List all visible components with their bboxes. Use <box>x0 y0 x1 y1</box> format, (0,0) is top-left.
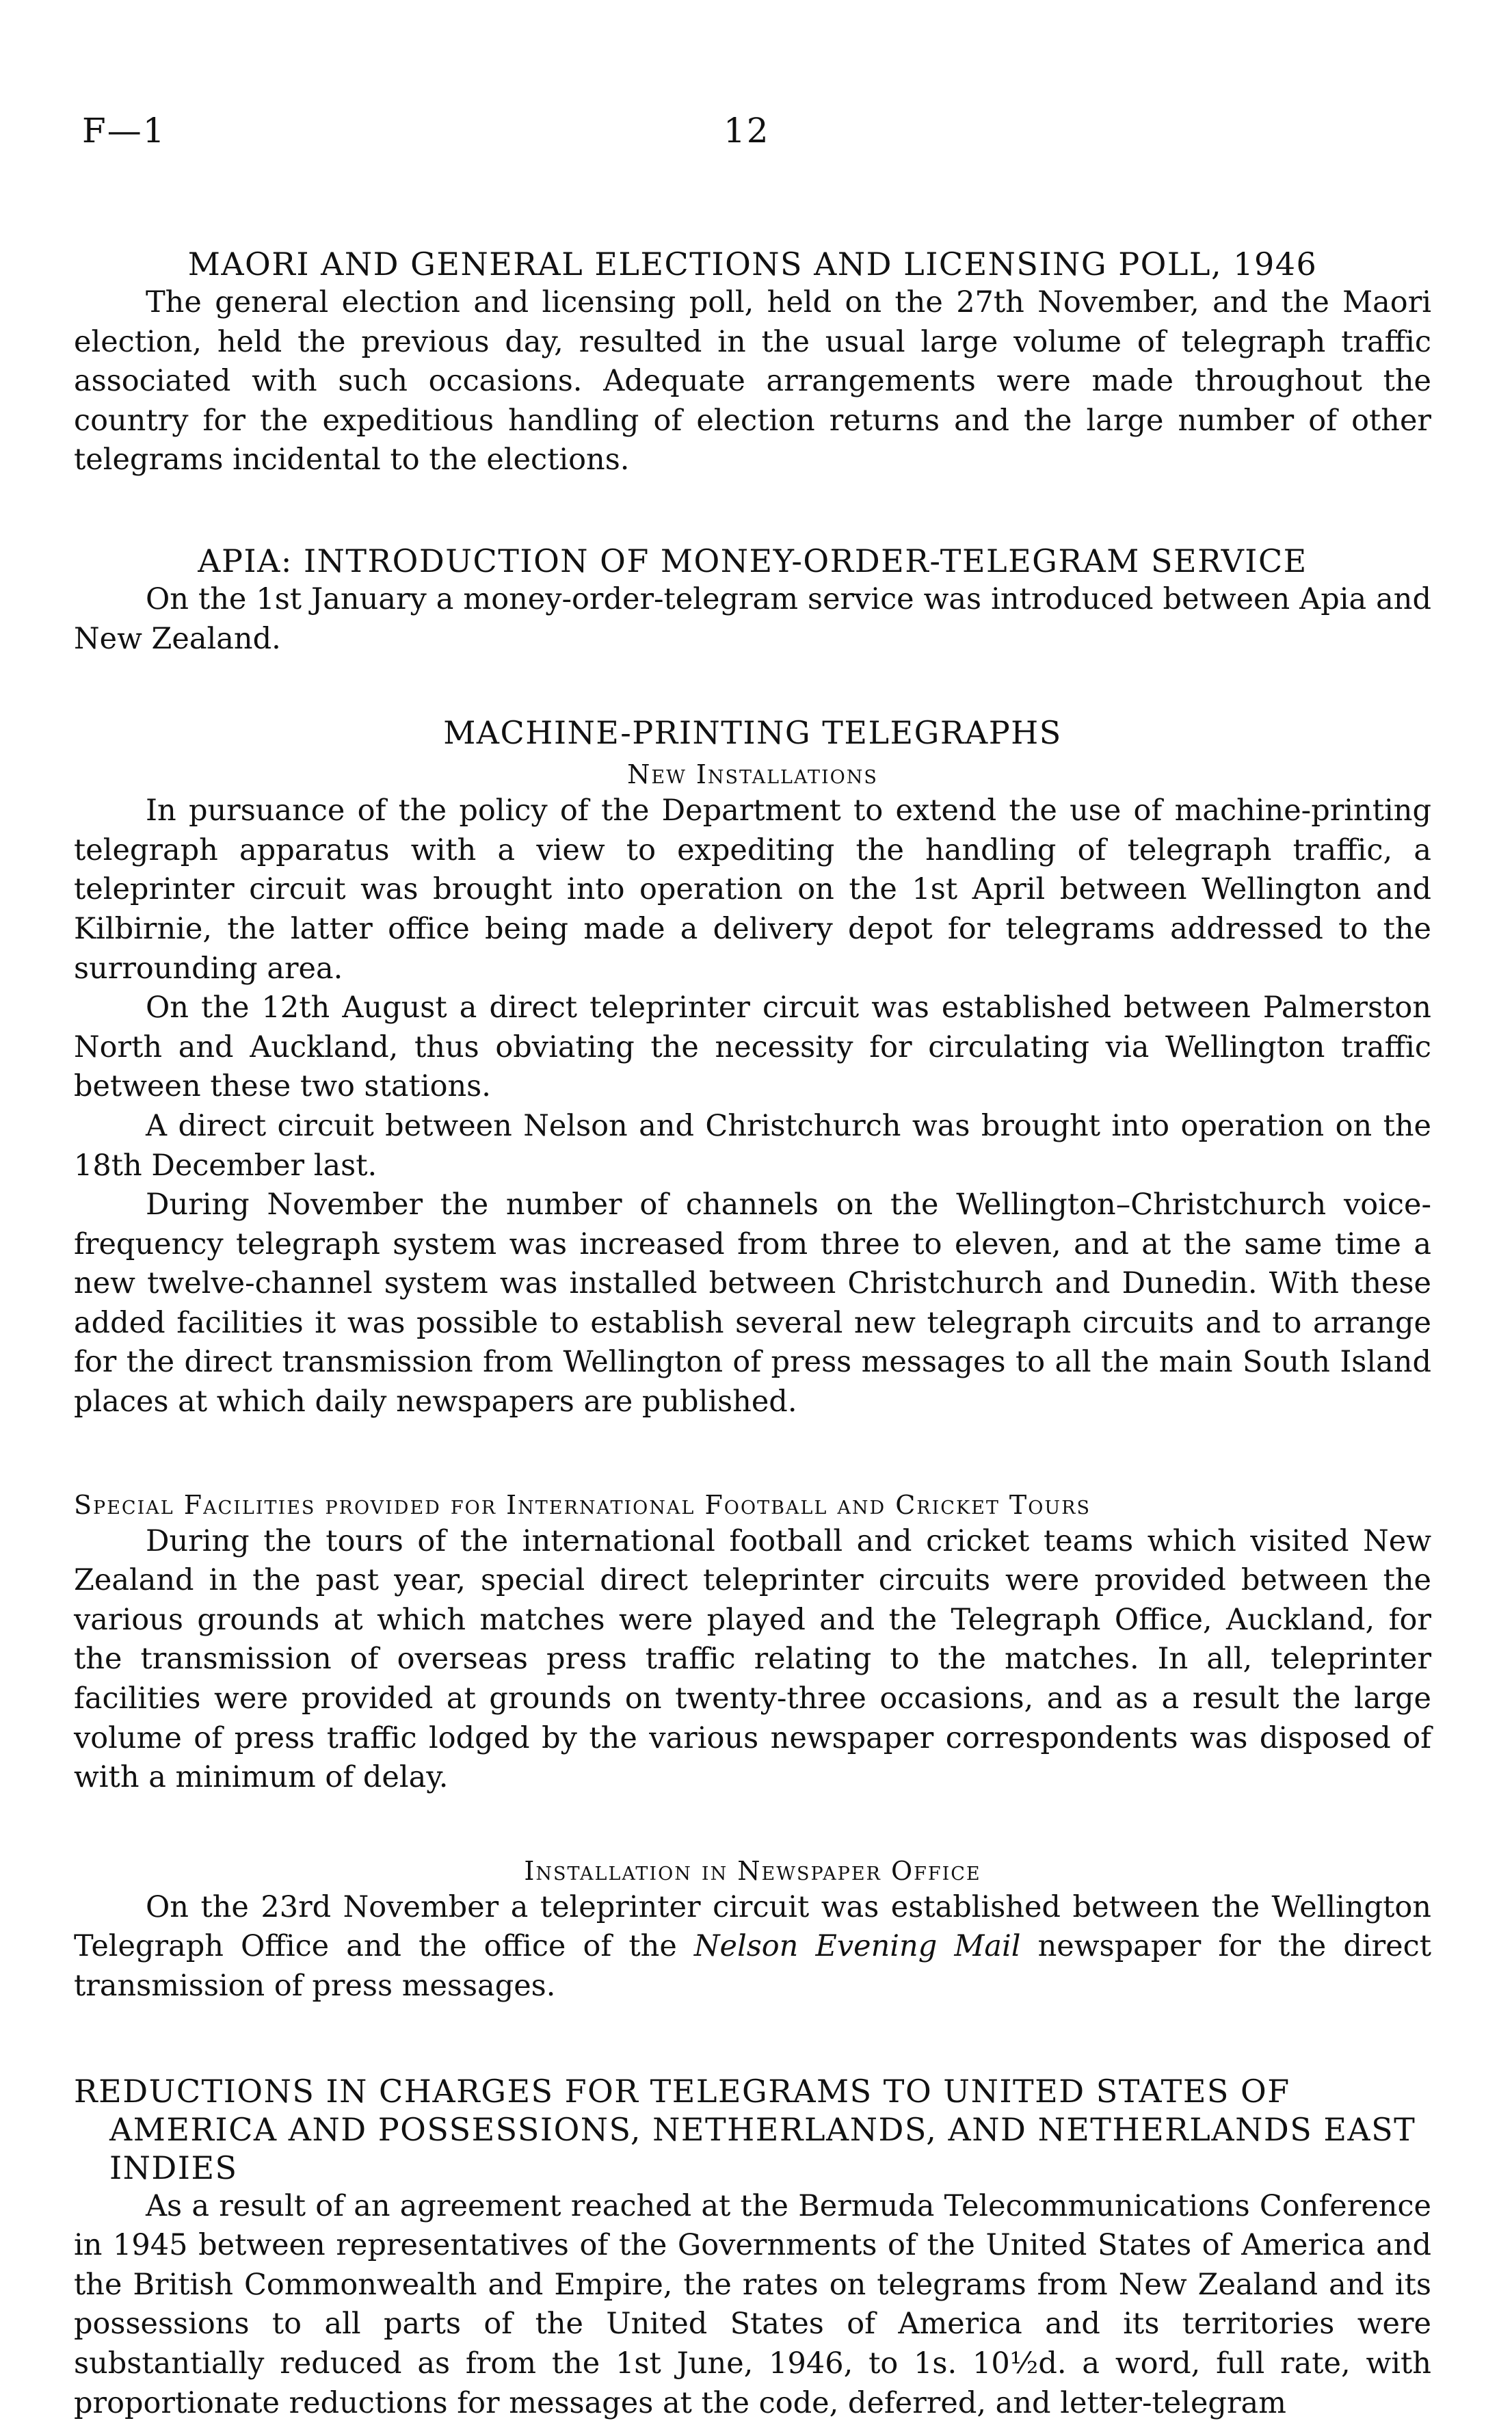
paragraph: A direct circuit between Nelson and Christchurch was brought into operation on the 18th December last. <box>74 1108 1431 1183</box>
section-reductions <box>74 2072 1431 2423</box>
paragraph: On the 12th August a direct teleprinter circuit was established between Palmerston North and Auckland, thus obviating the necessity for circulating via Wellington traffic between these two stations. <box>74 991 1431 1104</box>
section-apia <box>74 542 1431 659</box>
section-subheading: Installation in Newspaper Office <box>524 1855 981 1886</box>
paragraph: During the tours of the international football and cricket teams which visited New Zealand in the past year, special direct teleprinter circuits were provided between the various grounds at which matches were played and the Telegraph Office, Auckland, for the transmission of overseas press traffic relating to the matches. In all, teleprinter facilities were provided at grounds on twenty-three occasions, and as a result the large volume of press traffic lodged by the various newspaper correspondents was disposed of with a minimum of delay. <box>74 1523 1431 1795</box>
paragraph-text: newspaper for the direct transmission of press messages. <box>74 1929 1431 2003</box>
section-newspaper-office <box>74 1854 1431 2006</box>
section-heading: MACHINE-PRINTING TELEGRAPHS <box>443 714 1062 752</box>
paragraph: During November the number of channels on the Wellington–Christchurch voice-frequency telegraph system was increased from three to eleven, and at the same time a new twelve-channel system was installed between Christchurch and Dunedin. With these added facilities it was possible to establish several new telegraph circuits and to arrange for the direct transmission from Wellington of press messages to all the main South Island places at which daily newspapers are published. <box>74 1188 1431 1419</box>
section-elections <box>74 245 1431 480</box>
paragraph: The general election and licensing poll, held on the 27th November, and the Maori election, held the previous day, resulted in the usual large volume of telegraph traffic associated with such occasions. Adequate arrangements were made throughout the country for the expeditious handling of election returns and the large number of other telegrams incidental to the elections. <box>74 285 1431 477</box>
paragraph: In pursuance of the policy of the Department to extend the use of machine-printing telegraph apparatus with a view to expediting the handling of telegraph traffic, a teleprinter circuit was brought into operation on the 1st April between Wellington and Kilbirnie, the latter office being made a delivery depot for telegrams addressed to the surrounding area. <box>74 794 1431 986</box>
page-header <box>74 101 1431 163</box>
section-subheading: Special Facilities provided for International Football and Cricket Tours <box>74 1489 1091 1520</box>
document-reference: F—1 <box>82 111 166 150</box>
paragraph-text: On the 23rd November a teleprinter circuit was established between the Wellington Telegraph Office and the office of the <box>74 1889 1431 1964</box>
section-heading: MAORI AND GENERAL ELECTIONS AND LICENSING POLL, 1946 <box>187 246 1318 283</box>
section-heading: APIA: INTRODUCTION OF MONEY-ORDER-TELEGRAM SERVICE <box>198 542 1308 579</box>
section-heading: REDUCTIONS IN CHARGES FOR TELEGRAMS TO UNITED STATES OF AMERICA AND POSSESSIONS, NETHERLANDS, AND NETHERLANDS EAST INDIES <box>74 2072 1416 2186</box>
section-machine-printing <box>74 713 1431 1422</box>
page-number: 12 <box>724 111 770 150</box>
newspaper-title: Nelson Evening Mail <box>693 1929 1021 1964</box>
paragraph <box>74 1888 1431 2006</box>
paragraph: As a result of an agreement reached at the Bermuda Telecommunications Conference in 1945 between representatives of the Governments of the United States of America and the British Commonwealth and Empire, the rates on telegrams from New Zealand and its possessions to all parts of the United States of America and its territories were substantially reduced as from the 1st June, 1946, to 1s. 10½d. a word, full rate, with proportionate reductions for messages at the code, deferred, and letter-telegram <box>74 2188 1431 2420</box>
section-subheading: New Installations <box>627 759 878 790</box>
section-football-cricket <box>74 1488 1431 1798</box>
paragraph: On the 1st January a money-order-telegram service was introduced between Apia and New Zealand. <box>74 581 1431 656</box>
